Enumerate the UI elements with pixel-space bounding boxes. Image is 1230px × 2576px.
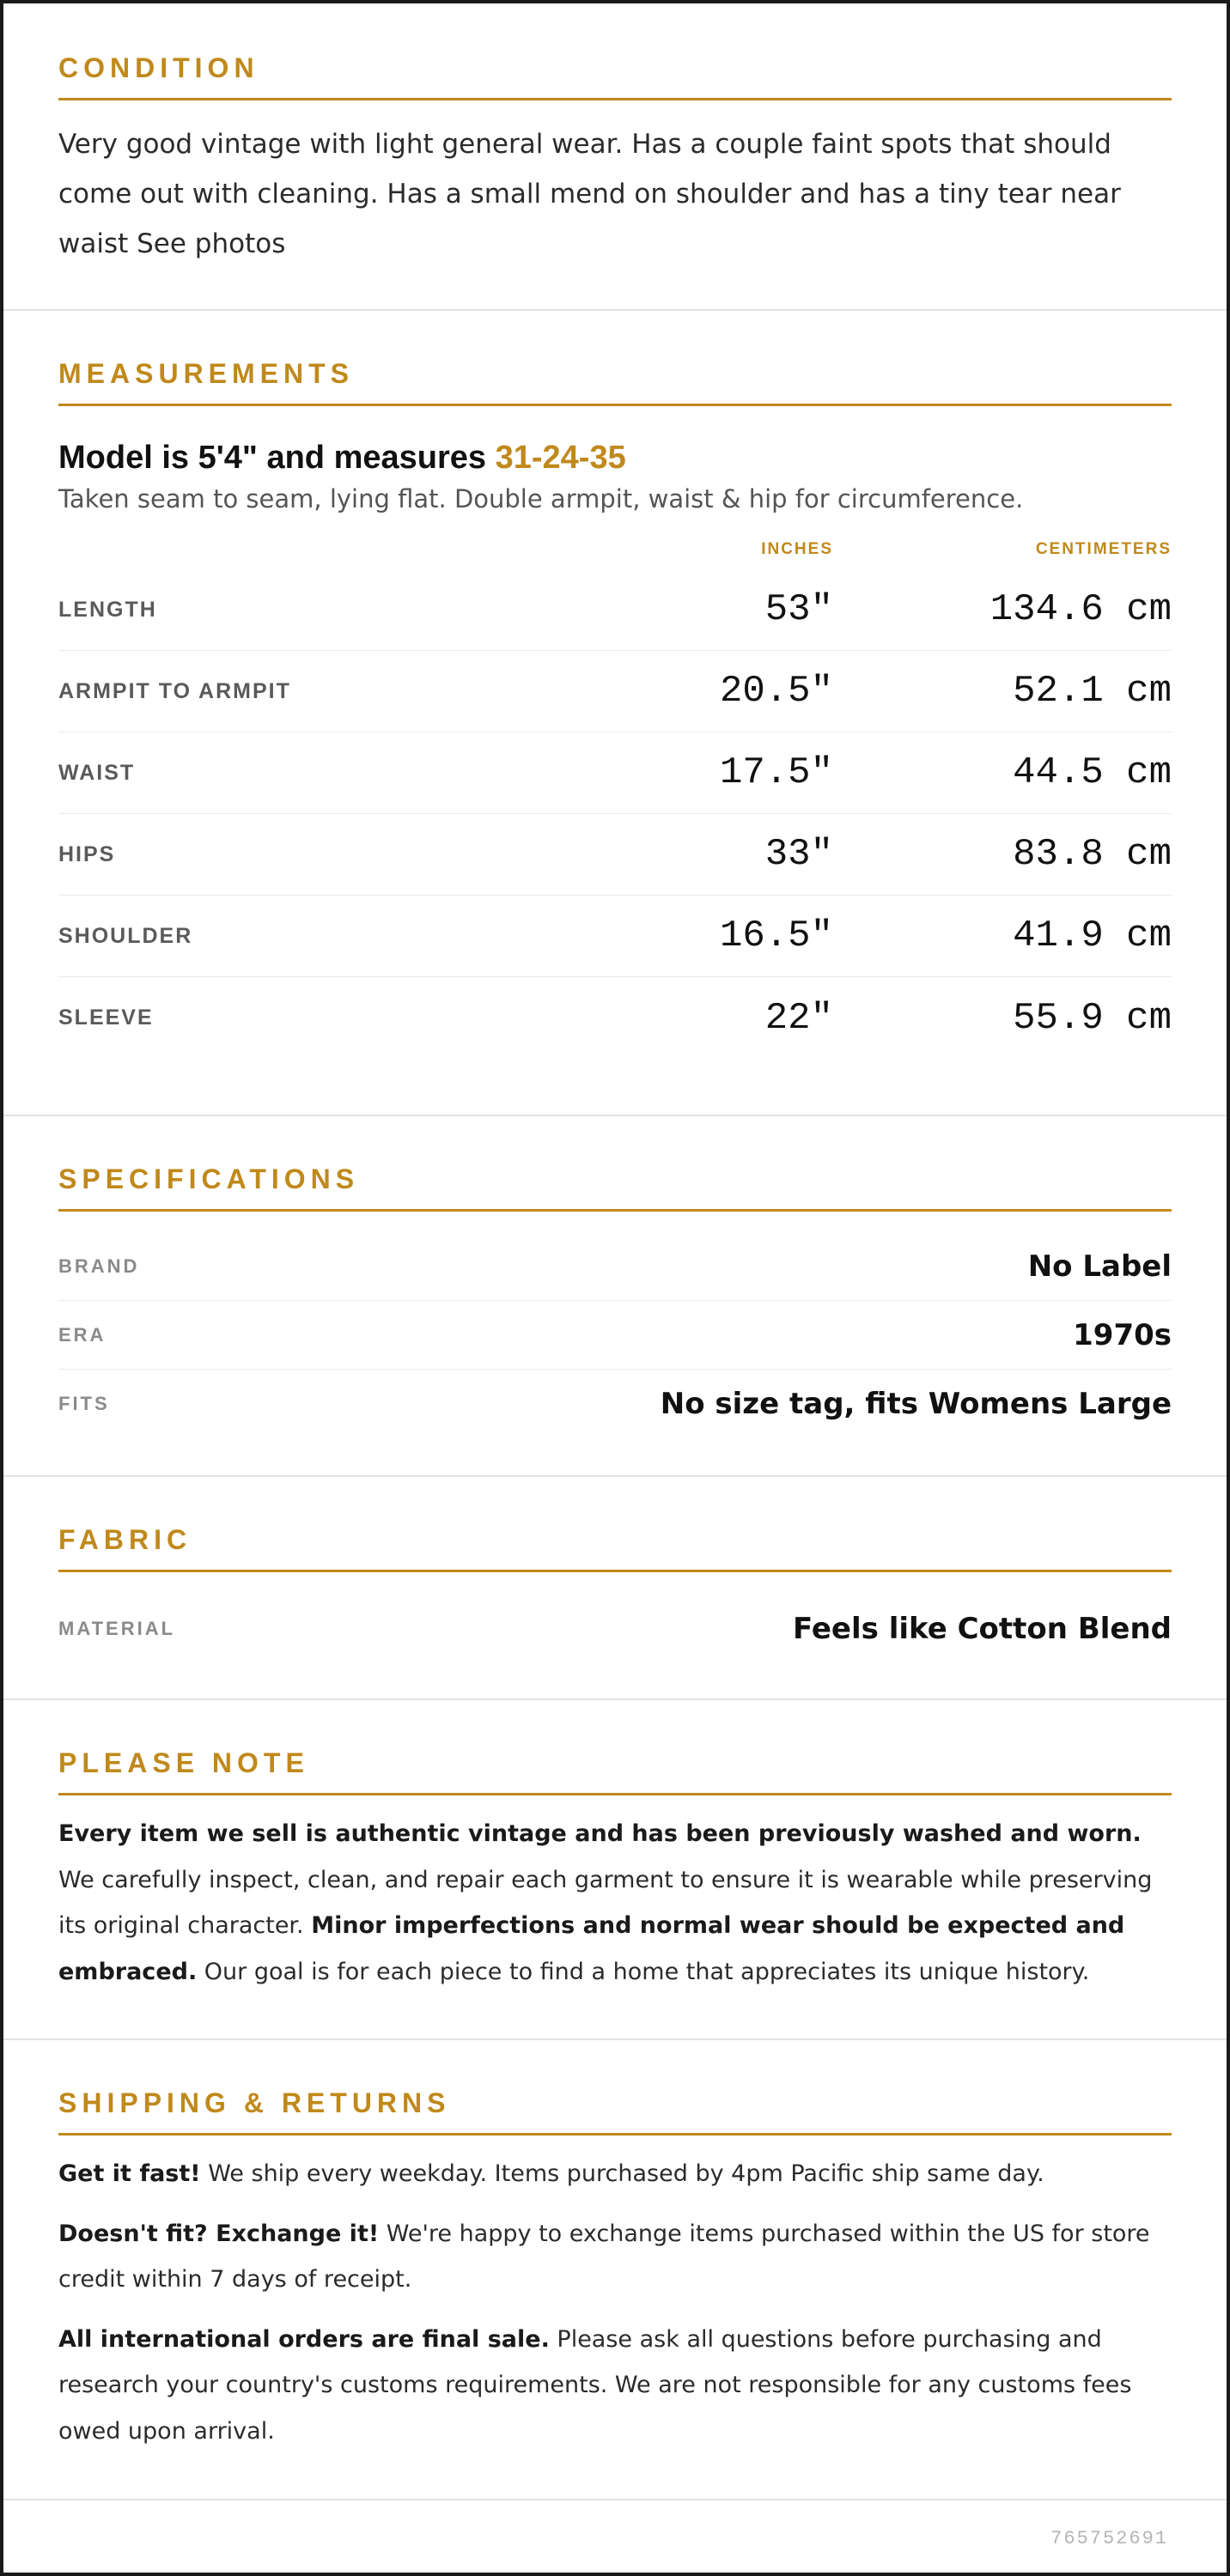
please-note-heading: PLEASE NOTE [58, 1747, 1172, 1795]
shipping-paragraph-1 [58, 2151, 1172, 2197]
spec-label: MATERIAL [58, 1618, 176, 1639]
spec-label: BRAND [58, 1255, 140, 1277]
shipping-text-3: Please ask all questions before purchasing and research your country's customs requirements. We are not responsible for any customs fees owed upon arrival. [58, 2325, 1132, 2445]
note-text-2: Our goal is for each piece to find a home that appreciates its unique history. [197, 1958, 1090, 1985]
model-measures: 31-24-35 [495, 440, 626, 476]
row-label: WAIST [58, 760, 136, 785]
model-info [58, 437, 1172, 478]
shipping-heading: SHIPPING & RETURNS [58, 2087, 1172, 2136]
measurements-subtitle: Taken seam to seam, lying flat. Double armpit, waist & hip for circumference. [58, 484, 1024, 513]
row-label: SLEEVE [58, 1005, 154, 1030]
row-inches: 17.5" [719, 751, 833, 794]
condition-section [3, 3, 1227, 311]
please-note-text [58, 1811, 1172, 1995]
row-cm: 41.9 cm [1013, 914, 1172, 957]
shipping-paragraph-3 [58, 2317, 1172, 2455]
specifications-list [58, 1232, 1172, 1438]
row-cm: 52.1 cm [1013, 670, 1172, 713]
spec-value: 1970s [1073, 1317, 1172, 1352]
row-inches: 20.5" [719, 670, 833, 713]
condition-heading: CONDITION [58, 52, 1172, 100]
col-inches-header: INCHES [761, 540, 833, 558]
row-cm: 55.9 cm [1013, 996, 1172, 1040]
shipping-section [3, 2040, 1227, 2500]
table-row [58, 569, 1172, 651]
table-row [58, 896, 1172, 977]
shipping-bold-1: Get it fast! [58, 2160, 201, 2187]
sku-number: 765752691 [1050, 2527, 1168, 2549]
shipping-bold-3: All international orders are final sale. [58, 2325, 550, 2353]
shipping-bold-2: Doesn't fit? Exchange it! [58, 2220, 380, 2247]
table-row [58, 651, 1172, 732]
row-inches: 53" [764, 588, 833, 631]
specifications-section [3, 1116, 1227, 1477]
condition-text: Very good vintage with light general wear. Has a couple faint spots that should come out with cleaning. Has a small mend on shoulder and has a tiny tear near waist See photos [58, 129, 1121, 259]
note-text-1: We carefully inspect, clean, and repair each garment to ensure it is wearable while preserving its original character. [58, 1866, 1153, 1939]
shipping-text-1: We ship every weekday. Items purchased by 4pm Pacific ship same day. [200, 2160, 1044, 2187]
shipping-paragraph-2 [58, 2211, 1172, 2303]
measurements-heading: MEASUREMENTS [58, 357, 1172, 406]
spec-value: Feels like Cotton Blend [793, 1612, 1172, 1646]
spec-label: FITS [58, 1393, 110, 1414]
table-row [58, 732, 1172, 814]
shipping-text-2: We're happy to exchange items purchased within the US for store credit within 7 days of receipt. [58, 2220, 1150, 2293]
spec-row-material [58, 1595, 1172, 1663]
row-inches: 22" [764, 996, 833, 1040]
spec-value: No size tag, fits Womens Large [660, 1387, 1172, 1421]
row-cm: 83.8 cm [1013, 833, 1172, 876]
spec-row-fits [58, 1370, 1172, 1438]
row-label: LENGTH [58, 597, 157, 622]
measurements-column-headers [58, 538, 1172, 561]
row-inches: 16.5" [719, 914, 833, 957]
measurements-table [58, 569, 1172, 1059]
spec-label: ERA [58, 1323, 107, 1346]
table-row [58, 814, 1172, 896]
spec-value: No Label [1027, 1249, 1172, 1284]
col-cm-header: CENTIMETERS [1035, 540, 1172, 558]
row-label: HIPS [58, 841, 116, 866]
spec-row-era [58, 1301, 1172, 1370]
footer [7, 2500, 1223, 2576]
fabric-list [58, 1595, 1172, 1663]
table-row [58, 977, 1172, 1059]
model-prefix: Model is 5'4" and measures [58, 440, 496, 476]
spec-row-brand [58, 1232, 1172, 1301]
measurements-section [3, 311, 1227, 1116]
specifications-heading: SPECIFICATIONS [58, 1163, 1172, 1212]
row-inches: 33" [764, 833, 833, 876]
row-label: ARMPIT TO ARMPIT [58, 678, 291, 703]
fabric-heading: FABRIC [58, 1523, 1172, 1572]
please-note-section [3, 1700, 1227, 2040]
note-bold-1: Every item we sell is authentic vintage and has been previously washed and worn. [58, 1820, 1142, 1847]
row-cm: 44.5 cm [1013, 751, 1172, 794]
fabric-section [3, 1477, 1227, 1700]
row-label: SHOULDER [58, 923, 193, 948]
row-cm: 134.6 cm [989, 588, 1172, 631]
note-bold-2: Minor imperfections and normal wear should be expected and embraced. [58, 1912, 1125, 1985]
